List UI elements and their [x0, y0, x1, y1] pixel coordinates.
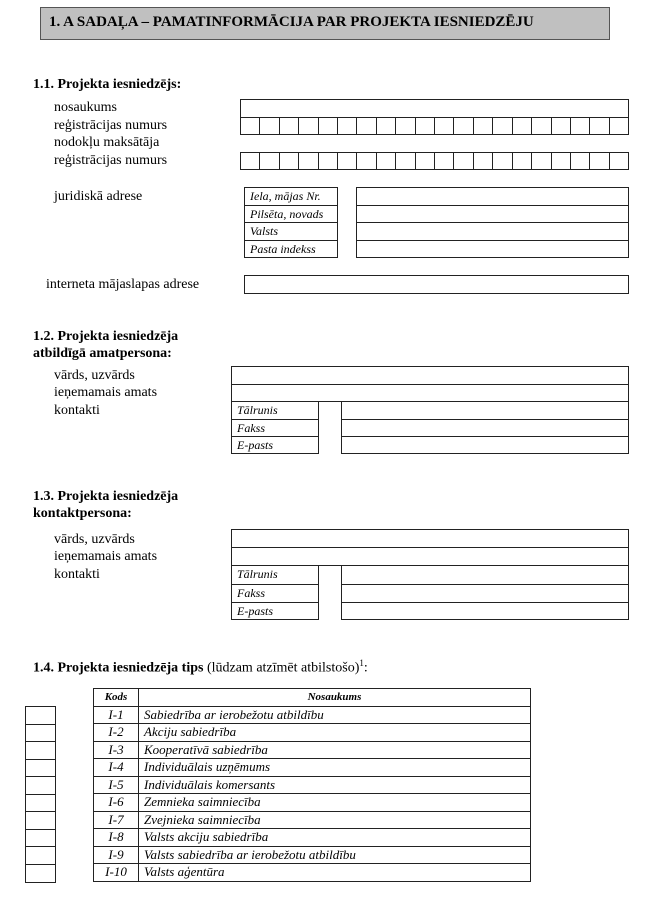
label-tax-2: reģistrācijas numurs — [54, 153, 168, 168]
digit-cell[interactable] — [590, 118, 609, 134]
digit-cell[interactable] — [416, 118, 435, 134]
table-row — [94, 846, 531, 864]
digit-cell[interactable] — [532, 153, 551, 169]
digit-cell[interactable] — [552, 153, 571, 169]
official-contact-labels — [231, 401, 319, 454]
type-code: I-3 — [94, 741, 139, 759]
type-code: I-5 — [94, 776, 139, 794]
type-checkbox[interactable] — [26, 742, 55, 760]
type-checkbox[interactable] — [26, 847, 55, 865]
table-row — [94, 741, 531, 759]
type-name: Valsts sabiedrība ar ierobežotu atbildību — [139, 846, 531, 864]
label-name: nosaukums — [54, 100, 117, 115]
digit-cell[interactable] — [493, 153, 512, 169]
table-row — [94, 794, 531, 812]
type-name: Individuālais komersants — [139, 776, 531, 794]
type-name: Zemnieka saimniecība — [139, 794, 531, 812]
digit-cell[interactable] — [513, 118, 532, 134]
contact-inputs — [231, 529, 629, 566]
table-row — [94, 706, 531, 724]
contact-email-input[interactable] — [342, 603, 628, 621]
type-name: Individuālais uzņēmums — [139, 759, 531, 777]
contact-name-input[interactable] — [232, 530, 628, 548]
digit-cell[interactable] — [280, 118, 299, 134]
digit-cell[interactable] — [319, 153, 338, 169]
official-phone-label: Tālrunis — [232, 402, 318, 420]
digit-cell[interactable] — [299, 153, 318, 169]
section-header — [40, 7, 610, 40]
address-labels — [244, 187, 338, 258]
address-city-input[interactable] — [357, 206, 628, 224]
type-checkbox[interactable] — [26, 795, 55, 813]
type-checkbox[interactable] — [26, 707, 55, 725]
contact-contact-inputs — [341, 565, 629, 620]
digit-cell[interactable] — [474, 118, 493, 134]
table-row — [94, 724, 531, 742]
type-checkbox[interactable] — [26, 725, 55, 743]
digit-cell[interactable] — [241, 153, 260, 169]
name-input[interactable] — [240, 99, 629, 118]
type-name: Zvejnieka saimniecība — [139, 811, 531, 829]
address-postal-input[interactable] — [357, 241, 628, 259]
type-name: Sabiedrība ar ierobežotu atbildību — [139, 706, 531, 724]
address-inputs — [356, 187, 629, 258]
address-street-input[interactable] — [357, 188, 628, 206]
type-checkbox[interactable] — [26, 830, 55, 848]
contact-fax-input[interactable] — [342, 585, 628, 603]
digit-cell[interactable] — [493, 118, 512, 134]
digit-cell[interactable] — [396, 118, 415, 134]
type-code: I-10 — [94, 864, 139, 882]
label-official-position: ieņemamais amats — [54, 385, 158, 400]
official-name-input[interactable] — [232, 367, 628, 385]
table-row — [94, 759, 531, 777]
digit-cell[interactable] — [435, 153, 454, 169]
heading-1-4: 1.4. Projekta iesniedzēja tips (lūdzam atzīmēt atbilstošo)$^1$: — [33, 658, 368, 676]
col-code: Kods — [94, 689, 139, 707]
address-street-label: Iela, mājas Nr. — [245, 188, 337, 206]
type-name: Valsts akciju sabiedrība — [139, 829, 531, 847]
type-code: I-4 — [94, 759, 139, 777]
digit-cell[interactable] — [454, 153, 473, 169]
contact-fax-label: Fakss — [232, 585, 318, 603]
type-code: I-7 — [94, 811, 139, 829]
digit-cell[interactable] — [377, 153, 396, 169]
web-input[interactable] — [244, 275, 629, 294]
tax-number-input[interactable] — [240, 152, 629, 170]
type-code: I-9 — [94, 846, 139, 864]
digit-cell[interactable] — [299, 118, 318, 134]
official-fax-label: Fakss — [232, 420, 318, 438]
type-checkbox[interactable] — [26, 812, 55, 830]
digit-cell[interactable] — [357, 153, 376, 169]
label-contact-name: vārds, uzvārds — [54, 532, 135, 547]
digit-cell[interactable] — [454, 118, 473, 134]
digit-cell[interactable] — [571, 118, 590, 134]
reg-number-input[interactable] — [240, 117, 629, 135]
type-table — [93, 688, 531, 882]
digit-cell[interactable] — [357, 118, 376, 134]
contact-contact-labels — [231, 565, 319, 620]
contact-phone-label: Tālrunis — [232, 566, 318, 585]
label-official-name: vārds, uzvārds — [54, 368, 135, 383]
digit-cell[interactable] — [377, 118, 396, 134]
label-web: interneta mājaslapas adrese — [46, 277, 200, 292]
table-row — [94, 864, 531, 882]
digit-cell[interactable] — [280, 153, 299, 169]
digit-cell[interactable] — [532, 118, 551, 134]
official-inputs — [231, 366, 629, 402]
table-row — [94, 776, 531, 794]
type-code: I-6 — [94, 794, 139, 812]
official-fax-input[interactable] — [342, 420, 628, 438]
digit-cell[interactable] — [610, 153, 628, 169]
heading-1-3: 1.3. Projekta iesniedzēja kontaktpersona: — [33, 489, 179, 521]
address-country-label: Valsts — [245, 223, 337, 241]
digit-cell[interactable] — [338, 153, 357, 169]
digit-cell[interactable] — [552, 118, 571, 134]
digit-cell[interactable] — [590, 153, 609, 169]
table-row — [94, 829, 531, 847]
type-name: Valsts aģentūra — [139, 864, 531, 882]
address-country-input[interactable] — [357, 223, 628, 241]
digit-cell[interactable] — [610, 118, 628, 134]
label-contact-contacts: kontakti — [54, 567, 100, 582]
digit-cell[interactable] — [396, 153, 415, 169]
contact-email-label: E-pasts — [237, 603, 273, 618]
heading-1-1: 1.1. Projekta iesniedzējs: — [33, 77, 182, 92]
heading-1-2: 1.2. Projekta iesniedzēja atbildīgā amatpersona: — [33, 329, 179, 361]
type-code: I-8 — [94, 829, 139, 847]
type-checkboxes — [25, 706, 56, 883]
official-position-input[interactable] — [232, 385, 628, 403]
digit-cell[interactable] — [241, 118, 260, 134]
digit-cell[interactable] — [338, 118, 357, 134]
digit-cell[interactable] — [474, 153, 493, 169]
table-row — [94, 811, 531, 829]
col-name: Nosaukums — [139, 689, 531, 707]
type-name: Akciju sabiedrība — [139, 724, 531, 742]
contact-phone-input[interactable] — [342, 566, 628, 585]
address-city-label: Pilsēta, novads — [245, 206, 337, 224]
type-checkbox[interactable] — [26, 865, 55, 883]
label-contact-position: ieņemamais amats — [54, 549, 158, 564]
digit-cell[interactable] — [416, 153, 435, 169]
digit-cell[interactable] — [435, 118, 454, 134]
type-code: I-1 — [94, 706, 139, 724]
official-contact-inputs — [341, 401, 629, 454]
type-checkbox[interactable] — [26, 777, 55, 795]
address-postal-label: Pasta indekss — [250, 241, 316, 256]
digit-cell[interactable] — [260, 118, 279, 134]
digit-cell[interactable] — [319, 118, 338, 134]
official-email-input[interactable] — [342, 437, 628, 455]
type-code: I-2 — [94, 724, 139, 742]
digit-cell[interactable] — [260, 153, 279, 169]
label-reg: reģistrācijas numurs — [54, 118, 168, 133]
label-official-contacts: kontakti — [54, 403, 100, 418]
label-address: juridiskā adrese — [54, 189, 143, 204]
section-title: 1. A SADAĻA – PAMATINFORMĀCIJA PAR PROJEKTA IESNIEDZĒJU — [49, 14, 534, 30]
label-tax-1: nodokļu maksātāja — [54, 135, 160, 150]
official-phone-input[interactable] — [342, 402, 628, 420]
official-email-label: E-pasts — [237, 438, 273, 452]
type-checkbox[interactable] — [26, 760, 55, 778]
digit-cell[interactable] — [571, 153, 590, 169]
contact-position-input[interactable] — [232, 548, 628, 566]
type-name: Kooperatīvā sabiedrība — [139, 741, 531, 759]
digit-cell[interactable] — [513, 153, 532, 169]
